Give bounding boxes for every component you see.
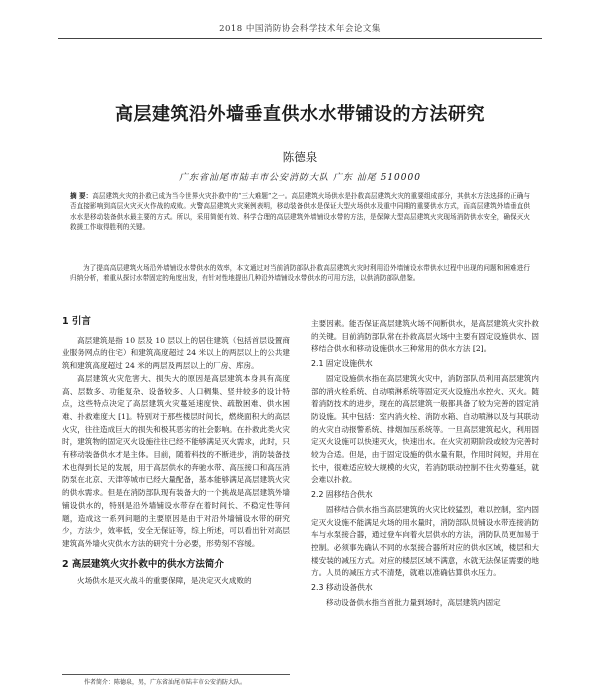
footnote: 作者简介：陈德泉，男，广东省汕尾市陆丰市公安消防大队。 xyxy=(84,679,247,686)
heading-2-3: 2.3 移动设备供水 xyxy=(311,583,373,593)
right-column xyxy=(311,318,539,609)
right-p21: 固定设施供水指在高层建筑火灾中，消防部队员利用高层建筑内部的消火栓系统、自动喷淋系统等固定灭火设施出水控火、灭火。随着消防技术的进步，现在的高层建筑一般都具备了较为完善的固定消防设施。其中包括：室内消火栓、消防水箱、自动喷淋以及与其联动的火灾自动报警系统、排烟加压系统等。一旦高层建筑起火，利用固定灭火设施可以快速灭火，快速出水。在火灾初期阶段或较为完善时较为合适。但是，由于固定设施的供水量有限，作用时间短，并用在长中，很难适应较大规模的火灾，若消防联动控制不住火势蔓延，就会难以扑救。 xyxy=(311,373,539,485)
header-rule xyxy=(58,38,542,39)
running-head: 2018 中国消防协会科学技术年会论文集 xyxy=(219,24,381,34)
right-p0: 主要因素。能否保证高层建筑火场不间断供水，是高层建筑火灾扑救的关键。目前消防部队常在扑救高层火场中主要有固定设施供水、固移结合供水和移动设施供水三种常用的供水方法 [2]。 xyxy=(311,319,539,354)
abstract xyxy=(70,191,530,232)
sec1-p2: 高层建筑火灾危害大、损失大的原因是高层建筑本身具有高度高、层数多、功能复杂、设备较多、人口稠集、竖井较多的设计特点，这些特点决定了高层建筑火灾蔓延速度快、疏散困难、供水困难、扑救难度大 [1]。特别对于那些楼层时间长，燃烧面积大的高层火灾，往往造成巨大的损失和极其恶劣的社会影响。在扑救此类火灾时，建筑物的固定灭火设施往往已经不能够满足灭火需求，此时，只有移动装备供水才是主体。目前，随着科技的不断进步，消防装备技术也得到长足的发展，用于高层供水的奔驰水带、高压接口和高压消防泵在北京、天津等城市已经大量配备，基本能够满足高层建筑火灾的供水需求。但是在消防部队现有装备大的一个挑战是高层建筑外墙铺设供水的，特别是沿外墙铺设水带存在着时间长、不稳定性等问题，造成这一系列问题的主要原因是由于对沿外墙铺设水带的研究少，方法少，效率低，安全无保证等，综上所述，可以看出针对高层建筑高外墙火灾供水方法的研究十分必要，形势刻不容缓。 xyxy=(62,373,290,548)
heading-2-1: 2.1 固定设施供水 xyxy=(311,359,373,369)
paper-title: 高层建筑沿外墙垂直供水水带铺设的方法研究 xyxy=(115,104,485,125)
heading-2-2: 2.2 固移结合供水 xyxy=(311,490,373,500)
sec2-p1: 火场供水是灭火战斗的重要保障，是决定灭火成败的 xyxy=(77,576,252,586)
author: 陈德泉 xyxy=(282,150,318,164)
affiliation: 广东省汕尾市陆丰市公安消防大队 广东 汕尾 510000 xyxy=(179,173,421,183)
sec1-p1: 高层建筑是指 10 层及 10 层以上的居住建筑（包括首层设置商业服务网点的住宅）和建筑高度超过 24 米以上的两层以上的公共建筑和建筑高度超过 24 米的两层及两层以上的厂房、库房。 xyxy=(62,335,290,371)
footnote-rule xyxy=(62,674,290,675)
abstract-label: 摘 要： xyxy=(70,192,93,200)
section-1-heading: 1 引言 xyxy=(62,316,91,327)
abstract-para2: 为了提高高层建筑火场沿外墙铺设水带供水的效率，本文通过对当前消防部队扑救高层建筑火灾时利用沿外墙铺设水带供水过程中出现的问题和困难进行归纳分析，着重从探讨水带固定的角度出发，有针对性地提出几种沿外墙铺设水带供水的可用方法，以供消防部队借鉴。 xyxy=(70,264,530,283)
section-2-heading: 2 高层建筑火灾扑救中的供水方法简介 xyxy=(62,558,224,570)
right-p23: 移动设备供水指当首批力量到场时，高层建筑内固定 xyxy=(326,597,501,607)
abstract-text: 高层建筑火灾的扑救已成为当今世界火灾扑救中的“三大难题”之一。高层建筑火场供水是扑救高层建筑火灾的重要组成部分，其供水方法选择的正确与否直接影响到高层火灾灭火作战的成败。火警高层建筑火灾案例表明，移动装备供水是保证大型火场供水及重中同期的重要供水方式，而高层建筑外墙垂直供水水是移动装备供水最主要的方式。所以，采用简便有效、科学合理的高层建筑外墙铺设水带的方法，是保障大型高层建筑火灾现场消防供水安全，确保灭火救援工作取得胜利的关键。 xyxy=(70,192,530,231)
right-p22: 固移结合供水指当高层建筑的火灾比较猛烈，难以控制，室内固定灭火设施不能满足火场的用水量时，消防部队员铺设水带连接消防车与水泵接合器，通过登车向着火层供水的方法，消防队员更加易于控制。必须事先确认不同的水泵接合器所对应的供水区域，楼层和大楼安装的减压方式。对应的楼层区域不满意，水就无法保证需要的地方。人员的减压方式不清楚，就难以准确估算供水压力。 xyxy=(311,504,539,578)
left-column xyxy=(62,316,290,588)
